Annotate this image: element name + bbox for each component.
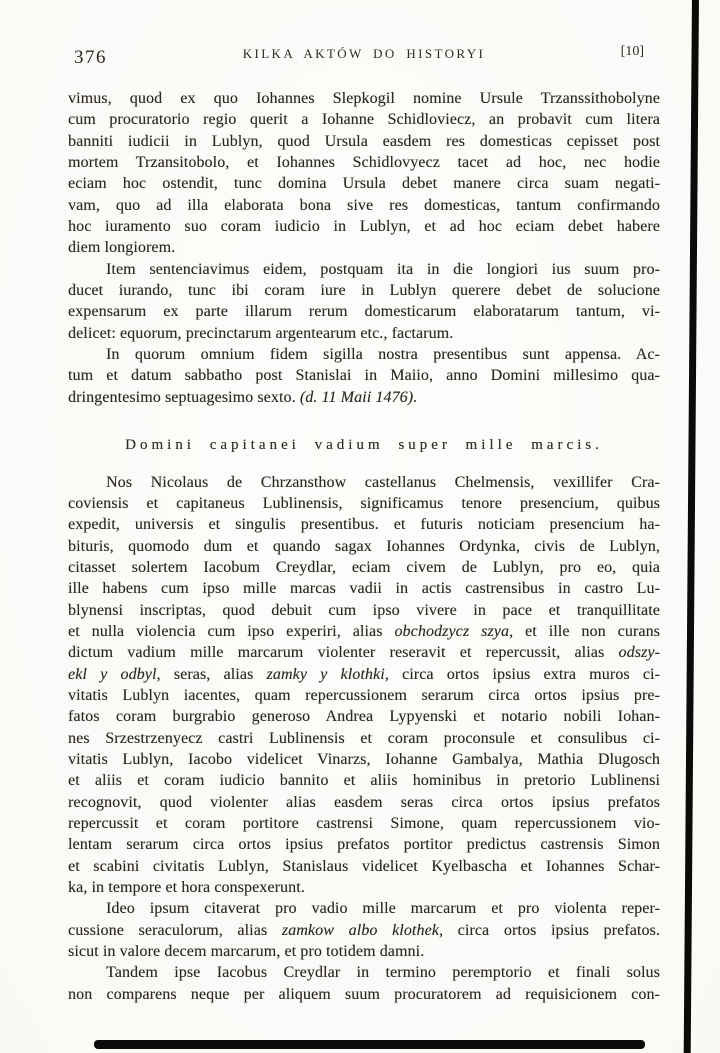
italic-phrase: obchodzycz szya (394, 622, 510, 640)
text-segment: eciam hoc ostendit, tunc domina Ursula debet manere circa suam negati- (68, 175, 660, 193)
text-line (68, 941, 660, 962)
text-segment: citasset solertem Iacobum Creydlar, eciam civem de Lublyn, pro eo, quia (68, 558, 660, 576)
text-line (68, 173, 660, 194)
text-segment: blynensi inscriptas, quod debuit cum ipso vivere in pace et tranquillitate (68, 601, 660, 619)
text-line (68, 259, 660, 280)
text-line (68, 664, 660, 685)
text-segment: ille habens cum ipso mille marcas vadii in actis castrensibus in castro Lu- (68, 580, 660, 598)
text-segment: Tandem ipse Iacobus Creydlar in termino peremptorio et finali solus (106, 964, 660, 982)
text-line (68, 323, 660, 344)
text-line (68, 685, 660, 706)
text-segment: cussione seraculorum, alias (68, 921, 282, 939)
text-segment: sicut in valore decem marcarum, et pro totidem damni. (68, 943, 425, 961)
text-segment: expedit, universis et singulis presentibus. et futuris noticiam presencium ha- (68, 516, 660, 534)
text-line (68, 642, 660, 663)
text-line (68, 962, 660, 983)
page-body (68, 88, 660, 1005)
text-segment: coviensis et capitaneus Lublinensis, significamus tenore presencium, quibus (68, 494, 660, 512)
text-segment: diem longiorem. (68, 239, 176, 257)
section-heading: Domini capitanei vadium super mille marcis. (125, 437, 603, 454)
scan-artifact-right-bar (684, 0, 699, 1053)
text-line (68, 706, 660, 727)
italic-phrase: zamky y klothki (266, 665, 385, 683)
text-line (68, 365, 660, 386)
text-segment: repercussit et coram portitore castrensi Simone, quam repercussionem vio- (68, 815, 660, 832)
text-line (68, 770, 660, 791)
text-segment: non comparens neque per aliquem suum procuratorem ad requisicionem con- (68, 985, 660, 1003)
text-line (68, 578, 660, 599)
text-line (68, 301, 660, 322)
text-segment: recognovit, quod violenter alias easdem seras circa ortos ipsius prefatos (68, 793, 660, 811)
text-segment: banniti iudicii in Lublyn, quod Ursula easdem res domesticas cepisset post (68, 132, 660, 150)
text-segment: et scabini civitatis Lublyn, Stanislaus videlicet Kyelbascha et Iohannes Schar- (68, 857, 660, 875)
text-segment: vitatis Lublyn, Iacobo videlicet Vinarzs, Iohanne Gambalya, Mathia Dlugosch (68, 750, 660, 768)
text-line (68, 600, 660, 621)
text-line (68, 621, 660, 642)
text-segment: Item sentenciavimus eidem, postquam ita in die longiori ius suum pro- (106, 260, 660, 278)
text-line (68, 728, 660, 749)
text-line (68, 493, 660, 514)
text-segment: hoc iuramento suo coram iudicio in Lublyn, et ad hoc eciam debet habere (68, 218, 660, 236)
text-segment: delicet: equorum, precinctarum argentearum etc., factarum. (68, 324, 454, 342)
text-segment: ducet iurando, tunc ibi coram iure in Lublyn querere debet de solucione (68, 282, 660, 300)
text-line (68, 344, 660, 365)
text-line (68, 88, 660, 109)
text-segment: et aliis et coram iudicio bannito et aliis hominibus in pretorio Lublinensi (68, 772, 660, 790)
text-line (68, 536, 660, 557)
text-segment: Ideo ipsum citaverat pro vadio mille marcarum et pro violenta reper- (106, 900, 660, 918)
text-line (68, 920, 660, 941)
text-segment: cum procuratorio regio querit a Iohanne Schidloviecz, an probavit cum litera (68, 111, 660, 129)
text-line (68, 109, 660, 130)
text-line (68, 813, 660, 834)
text-segment: et nulla violencia cum ipso experiri, alias (68, 622, 395, 640)
italic-phrase: odszy- (618, 644, 660, 662)
text-segment: expensarum ex parte illarum rerum domesticarum elaboratarum tantum, vi- (68, 303, 660, 321)
italic-phrase: (d. 11 Maii 1476). (299, 388, 418, 406)
text-line (68, 216, 660, 237)
text-line (68, 387, 660, 408)
text-segment: vam, quo ad illa elaborata bona sive res domesticas, tantum confirmando (68, 196, 660, 214)
paragraph (68, 962, 660, 1005)
scan-artifact-bottom-bar (94, 1040, 645, 1049)
text-segment: dictum vadium mille marcarum violenter reseravit et repercussit, alias (68, 644, 619, 662)
text-line (68, 856, 660, 877)
text-line (68, 877, 660, 898)
text-line (68, 131, 660, 152)
text-line (68, 792, 660, 813)
text-line (68, 237, 660, 258)
text-segment: lentam serarum circa ortos ipsius prefatos portitor predictus castrensis Simon (68, 836, 660, 854)
text-line (68, 514, 660, 535)
text-line (68, 152, 660, 173)
page-number: 376 (74, 47, 107, 68)
text-segment: fatos coram burgrabio generoso Andrea Lypyenski et notario nobili Iohan- (68, 708, 660, 726)
paragraph (68, 898, 660, 962)
text-line (68, 472, 660, 493)
text-segment: nes Srzestrzenyecz castri Lublinensis et coram proconsule et consulibus ci- (68, 729, 660, 747)
text-segment: ka, in tempore et hora conspexerunt. (68, 879, 305, 897)
text-segment: tum et datum sabbatho post Stanislai in Maiio, anno Domini millesimo qua- (68, 367, 660, 385)
paragraph (68, 344, 660, 408)
text-segment: dringentesimo septuagesimo sexto. (68, 388, 300, 406)
text-line (68, 749, 660, 770)
paragraph (68, 88, 660, 259)
text-segment: bituris, quomodo dum et quando sagax Iohannes Ordynka, civis de Lublyn, (68, 537, 660, 555)
paragraph (68, 259, 660, 344)
italic-phrase: ekl y odbyl (68, 665, 157, 683)
issue-mark: [10] (620, 44, 644, 59)
paragraph (68, 472, 660, 899)
text-segment: , seras, alias (156, 665, 267, 683)
text-line (68, 984, 660, 1005)
text-segment: mortem Trzansitobolo, et Iohannes Schidlovyecz tacet ad hoc, nec hodie (68, 154, 660, 172)
text-segment: Nos Nicolaus de Chrzansthow castellanus Chelmensis, vexillifer Cra- (106, 473, 660, 491)
text-segment: vimus, quod ex quo Iohannes Slepkogil nomine Ursule Trzanssithobolyne (68, 90, 660, 107)
running-header (68, 40, 660, 70)
text-segment: vitatis Lublyn iacentes, quam repercussionem serarum circa ortos ipsius pre- (68, 686, 660, 704)
running-title: KILKA AKTÓW DO HISTORYI (242, 46, 486, 61)
text-segment: , circa ortos ipsius extra muros ci- (384, 665, 661, 683)
text-line (68, 557, 660, 578)
text-segment: In quorum omnium fidem sigilla nostra presentibus sunt appensa. Ac- (106, 346, 660, 364)
text-segment: , et ille non curans (509, 622, 660, 640)
text-line (68, 280, 660, 301)
text-line (68, 834, 660, 855)
text-line (68, 898, 660, 919)
text-line (68, 195, 660, 216)
italic-phrase: zamkow albo klothek (281, 921, 439, 939)
text-segment: , circa ortos ipsius prefatos. (438, 921, 660, 939)
